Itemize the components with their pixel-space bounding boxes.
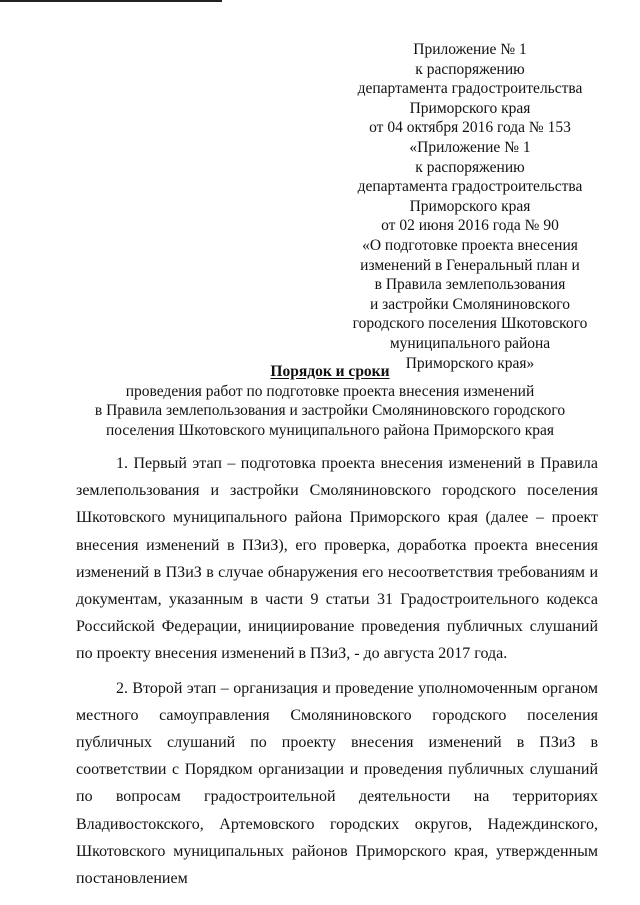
appendix-line: от 04 октября 2016 года № 153 xyxy=(369,119,571,137)
appendix-line: департамента градостроительства xyxy=(357,80,583,98)
appendix-line: в Правила землепользования xyxy=(374,276,566,294)
document-subtitle-line: в Правила землепользования и застройки Смоляниновского городского xyxy=(94,402,566,419)
appendix-line: Приложение № 1 xyxy=(413,41,527,58)
appendix-line: «О подготовке проекта внесения xyxy=(362,236,578,254)
document-subtitle-line: поселения Шкотовского муниципального района Приморского края xyxy=(105,421,555,439)
document-title-block xyxy=(60,362,600,440)
appendix-block xyxy=(320,40,620,373)
appendix-line: изменений в Генеральный план и xyxy=(360,256,580,274)
appendix-line: «Приложение № 1 xyxy=(409,138,531,156)
appendix-line: к распоряжению xyxy=(415,158,525,176)
paragraph-stage-1: 1. Первый этап – подготовка проекта внесения изменений в Правила землепользования и застройки Смоляниновского городского поселения Шкотовского муниципального района Приморского края (далее – проект внесения изменений в ПЗиЗ), его проверка, доработка проекта внесения изменений в ПЗиЗ в случае обнаружения его несоответствия требованиям и документам, указанным в части 9 статьи 31 Градостроительного кодекса Российской Федерации, инициирование проведения публичных слушаний по проекту внесения изменений в ПЗиЗ, - до августа 2017 года. xyxy=(76,455,598,663)
appendix-line: к распоряжению xyxy=(415,60,525,78)
paragraph-stage-2: 2. Второй этап – организация и проведение уполномоченным органом местного самоуправления Смоляниновского городского поселения публичных слушаний по проекту внесения изменений в ПЗиЗ в соответствии с Порядком организации и проведения публичных слушаний по вопросам градостроительной деятельности на территориях Владивостокского, Артемовского городских округов, Надеждинского, Шкотовского муниципальных районов Приморского края, утвержденным постановлением xyxy=(76,679,598,888)
appendix-line: Приморского края xyxy=(409,99,531,117)
appendix-line: от 02 июня 2016 года № 90 xyxy=(381,217,559,235)
document-subtitle-line: проведения работ по подготовке проекта внесения изменений xyxy=(125,382,535,400)
appendix-line: городского поселения Шкотовского xyxy=(352,315,588,333)
appendix-line: Приморского края xyxy=(409,197,531,215)
document-body xyxy=(76,450,598,892)
appendix-line: муниципального района xyxy=(389,334,551,352)
appendix-line: Приморского края» xyxy=(405,354,535,372)
appendix-line: и застройки Смоляниновского xyxy=(369,295,571,313)
document-heading: Порядок и сроки xyxy=(270,363,390,380)
header-rule xyxy=(0,0,222,2)
appendix-line: департамента градостроительства xyxy=(357,178,583,196)
